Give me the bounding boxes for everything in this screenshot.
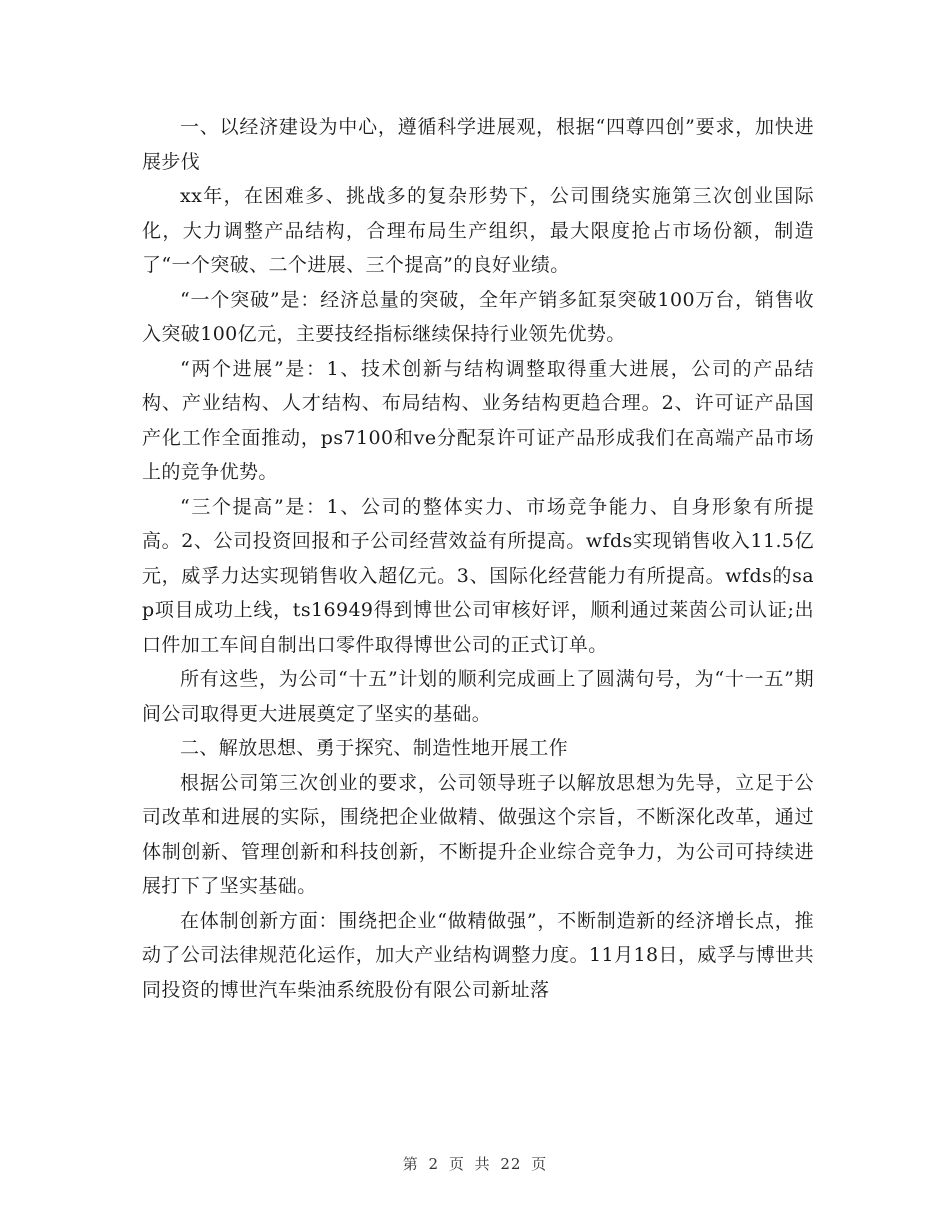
paragraph-heading-2: 二、解放思想、勇于探究、制造性地开展工作 [180, 737, 569, 759]
paragraph-heading-1: 一、以经济建设为中心，遵循科学进展观，根据“四尊四创”要求，加快进展步伐 [142, 116, 814, 173]
document-body [142, 110, 814, 1007]
paragraph: 在体制创新方面：围绕把企业“做精做强”，不断制造新的经济增长点，推动了公司法律规范化运作，加大产业结构调整力度。11月18日，威孚与博世共同投资的博世汽车柴油系统股份有限公司新址落 [142, 909, 814, 1001]
paragraph: 根据公司第三次创业的要求，公司领导班子以解放思想为先导，立足于公司改革和进展的实际，围绕把企业做精、做强这个宗旨，不断深化改革，通过体制创新、管理创新和科技创新，不断提升企业综合竞争力，为公司可持续进展打下了坚实基础。 [142, 771, 814, 897]
paragraph: “一个突破”是：经济总量的突破，全年产销多缸泵突破100万台，销售收入突破100亿元，主要技经指标继续保持行业领先优势。 [142, 288, 814, 345]
paragraph: xx年，在困难多、挑战多的复杂形势下，公司围绕实施第三次创业国际化，大力调整产品结构，合理布局生产组织，最大限度抢占市场份额，制造了“一个突破、二个进展、三个提高”的良好业绩。 [142, 185, 814, 276]
paragraph: “三个提高”是：1、公司的整体实力、市场竞争能力、自身形象有所提高。2、公司投资回报和子公司经营效益有所提高。wfds实现销售收入11.5亿元，威孚力达实现销售收入超亿元。3、国际化经营能力有所提高。wfds的sap项目成功上线，ts16949得到博世公司审核好评，顺利通过莱茵公司认证;出口件加工车间自制出口零件取得博世公司的正式订单。 [142, 495, 814, 656]
paragraph: “两个进展”是：1、技术创新与结构调整取得重大进展，公司的产品结构、产业结构、人才结构、布局结构、业务结构更趋合理。2、许可证产品国产化工作全面推动，ps7100和ve分配泵许可证产品形成我们在高端产品市场上的竞争优势。 [142, 357, 814, 483]
paragraph: 所有这些，为公司“十五”计划的顺利完成画上了圆满句号，为“十一五”期间公司取得更大进展奠定了坚实的基础。 [142, 668, 814, 725]
page-footer: 第 2 页 共 22 页 [402, 1155, 548, 1173]
